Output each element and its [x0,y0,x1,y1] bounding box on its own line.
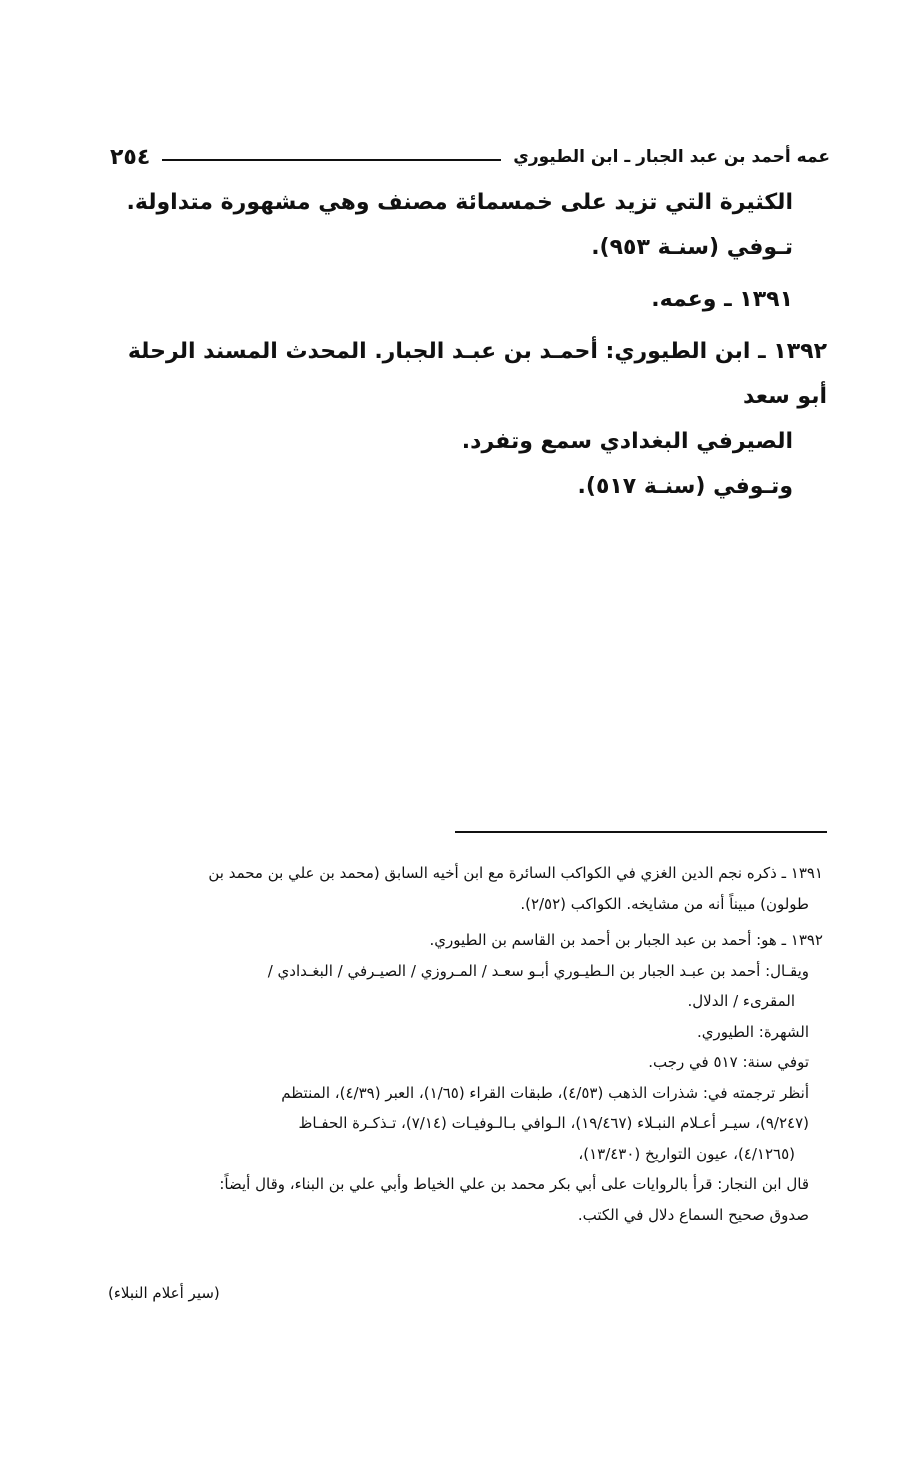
footnote-line: الشهرة: الطيوري. [696,1022,809,1041]
footnote-line: توفي سنة: ٥١٧ في رجب. [648,1053,809,1071]
entry-heading: ١٣٩١ ـ وعمه. [651,287,793,312]
footnote-line: ١٣٩٢ ـ هو: أحمد بن عبد الجبار بن أحمد بن القاسم بن الطيوري. [429,931,823,949]
footnotes [103,858,823,1230]
main-line: تـوفي (سنـة ٩٥٣). [591,235,793,260]
header-rule [162,159,501,161]
footnote-line: طولون) مبيناً أنه من مشايخه. الكواكب (٢/٥٢). [520,894,809,913]
footnote-line: ١٣٩١ ـ ذكره نجم الدين الغزي في الكواكب السائرة مع ابن أخيه السابق (محمد بن علي بن محمد بن [208,864,823,882]
footnote-line: (٤/١٢٦٥)، عيون التواريخ (١٣/٤٣٠)، [578,1144,795,1163]
main-line: الكثيرة التي تزيد على خمسمائة مصنف وهي مشهورة متداولة. [126,190,793,215]
main-text [103,180,827,509]
main-line: الصيرفي البغدادي سمع وتفرد. [461,429,793,454]
footnote-line: صدوق صحيح السماع دلال في الكتب. [577,1205,809,1224]
entry-heading: ١٣٩٢ ـ ابن الطيوري: أحمـد بن عبـد الجبار. المحدث المسند الرحلة أبو سعد [127,339,827,409]
footnote-source: (سير أعلام النبلاء) [108,1284,220,1302]
footnote-line: قال ابن النجار: قرأ بالروايات على أبي بكر محمد بن علي الخياط وأبي علي بن البناء، وقال أيضاً: [219,1175,809,1193]
footnote-line: ويقـال: أحمد بن عبـد الجبار بن الـطيـوري أبـو سعـد / المـروزي / الصيـرفي / البغـدادي / [267,961,809,980]
footnote-line: المقرىء / الدلال. [687,992,795,1010]
running-title: عمه أحمد بن عبد الجبار ـ ابن الطيوري [513,147,830,167]
footnote-line: (٩/٢٤٧)، سيـر أعـلام النبـلاء (١٩/٤٦٧)، الـوافي بـالـوفيـات (٧/١٤)، تـذكـرة الحفـاظ [298,1114,809,1132]
running-header [110,140,830,174]
main-line: وتـوفي (سنـة ٥١٧). [577,474,793,499]
footnote-line: أنظر ترجمته في: شذرات الذهب (٤/٥٣)، طبقات القراء (١/٦٥)، العبر (٤/٣٩)، المنتظم [281,1083,809,1102]
footnote-rule [455,831,827,833]
page-number: ٢٥٤ [110,144,151,170]
